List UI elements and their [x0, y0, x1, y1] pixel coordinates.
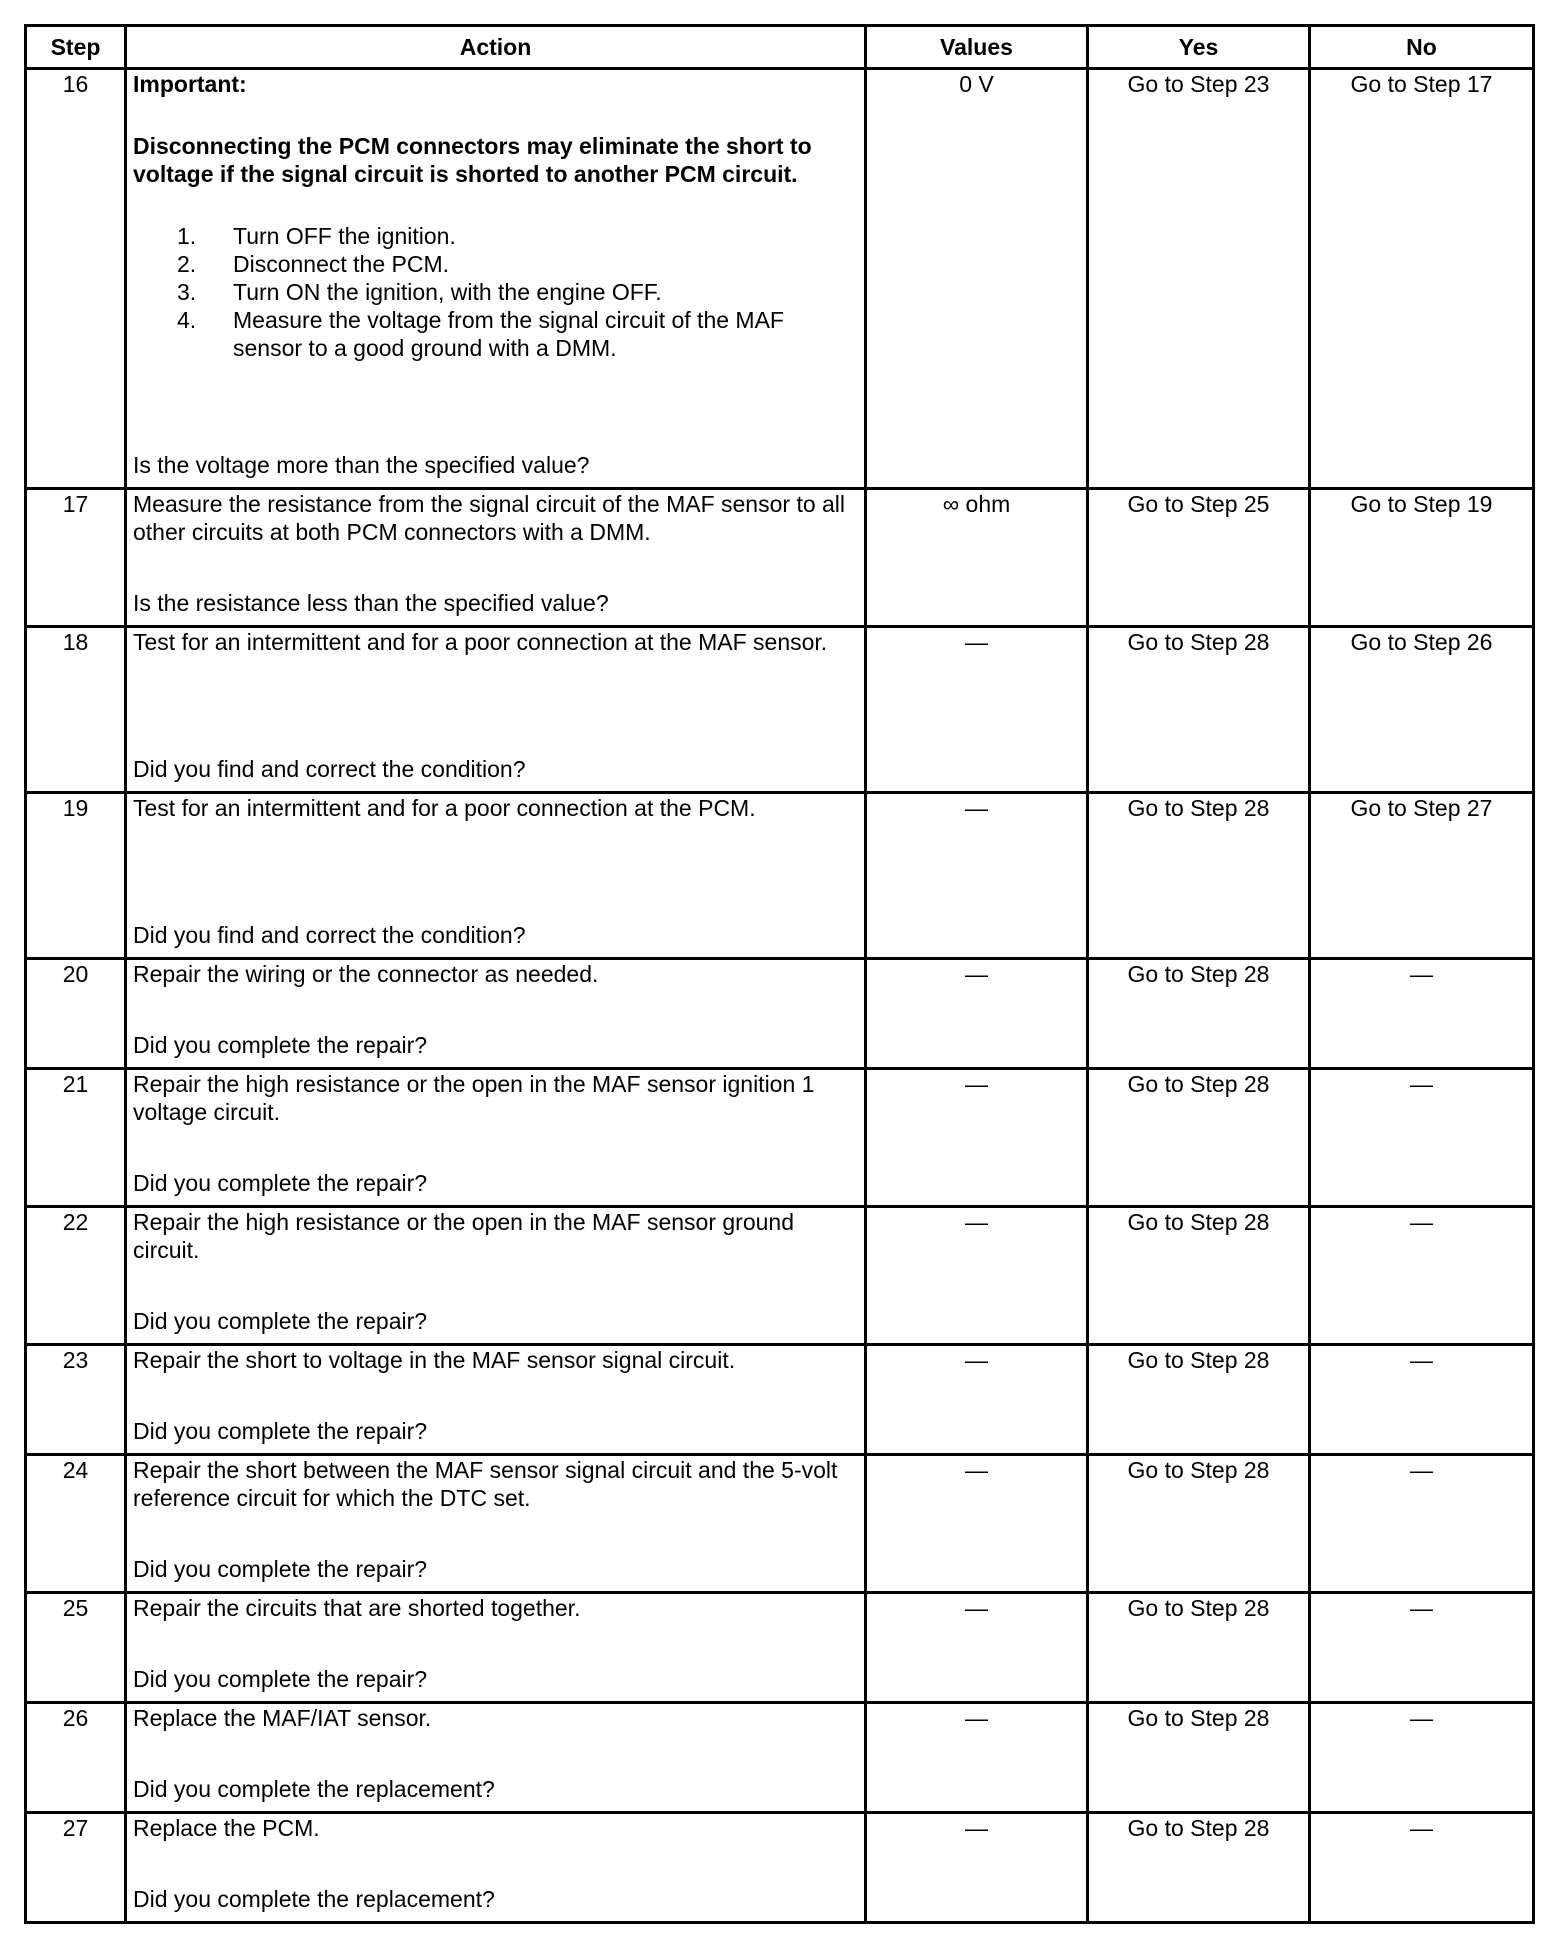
no-cell: — [1310, 1703, 1534, 1813]
action-cell [126, 1455, 866, 1593]
step-number: 21 [26, 1069, 126, 1207]
header-action: Action [126, 26, 866, 69]
yes-cell: Go to Step 28 [1088, 1703, 1310, 1813]
value-cell: — [866, 1207, 1088, 1345]
question-text: Did you complete the repair? [133, 1308, 428, 1334]
step-number: 25 [26, 1593, 126, 1703]
no-cell: — [1310, 1813, 1534, 1923]
action-text: Measure the resistance from the signal circuit of the MAF sensor to all other circuits at both PCM connectors with a DMM. [133, 491, 846, 545]
action-cell [126, 1345, 866, 1455]
table-row [26, 1813, 1534, 1923]
no-cell: — [1310, 1345, 1534, 1455]
step-number: 18 [26, 627, 126, 793]
yes-cell: Go to Step 28 [1088, 1345, 1310, 1455]
no-cell: — [1310, 1069, 1534, 1207]
no-cell: — [1310, 1207, 1534, 1345]
question-text: Did you complete the repair? [133, 1032, 428, 1058]
diagnostic-table [24, 24, 1535, 1924]
action-cell [126, 1593, 866, 1703]
action-text: Repair the short to voltage in the MAF sensor signal circuit. [133, 1347, 736, 1373]
substep-text: Measure the voltage from the signal circuit of the MAF sensor to a good ground with a DMM. [233, 307, 784, 361]
header-no: No [1310, 26, 1534, 69]
step-number: 27 [26, 1813, 126, 1923]
no-cell: Go to Step 27 [1310, 793, 1534, 959]
yes-cell: Go to Step 28 [1088, 1455, 1310, 1593]
question-text: Did you find and correct the condition? [133, 756, 526, 782]
table-row [26, 1703, 1534, 1813]
table-row [26, 1593, 1534, 1703]
table-row [26, 793, 1534, 959]
value-cell: — [866, 627, 1088, 793]
yes-cell: Go to Step 28 [1088, 1069, 1310, 1207]
value-cell: — [866, 959, 1088, 1069]
yes-cell: Go to Step 28 [1088, 1207, 1310, 1345]
action-text: Replace the PCM. [133, 1815, 320, 1841]
table-row [26, 1345, 1534, 1455]
table-row [26, 69, 1534, 489]
yes-cell: Go to Step 28 [1088, 959, 1310, 1069]
action-text: Repair the high resistance or the open in the MAF sensor ignition 1 voltage circuit. [133, 1071, 815, 1125]
question-text: Did you complete the replacement? [133, 1886, 495, 1912]
table-row [26, 627, 1534, 793]
no-cell: Go to Step 17 [1310, 69, 1534, 489]
action-text: Repair the short between the MAF sensor signal circuit and the 5-volt reference circuit for which the DTC set. [133, 1457, 838, 1511]
action-cell [126, 489, 866, 627]
step-number: 26 [26, 1703, 126, 1813]
no-cell: — [1310, 1593, 1534, 1703]
value-cell: — [866, 1455, 1088, 1593]
action-cell [126, 1069, 866, 1207]
step-number: 19 [26, 793, 126, 959]
yes-cell: Go to Step 28 [1088, 627, 1310, 793]
action-cell [126, 1813, 866, 1923]
value-cell: — [866, 1345, 1088, 1455]
list-item [177, 250, 858, 278]
list-item [177, 222, 858, 250]
value-cell: — [866, 1069, 1088, 1207]
action-cell [126, 959, 866, 1069]
question-text: Is the resistance less than the specified value? [133, 590, 609, 616]
action-text: Test for an intermittent and for a poor connection at the MAF sensor. [133, 629, 828, 655]
table-row [26, 959, 1534, 1069]
question-text: Is the voltage more than the specified value? [133, 452, 590, 478]
step-number: 17 [26, 489, 126, 627]
value-cell: — [866, 1703, 1088, 1813]
header-row [26, 26, 1534, 69]
list-item [177, 278, 858, 306]
action-text: Repair the circuits that are shorted together. [133, 1595, 581, 1621]
no-cell: — [1310, 1455, 1534, 1593]
substep-text: Turn ON the ignition, with the engine OFF. [233, 279, 662, 305]
action-text: Repair the wiring or the connector as needed. [133, 961, 599, 987]
action-text: Test for an intermittent and for a poor connection at the PCM. [133, 795, 756, 821]
header-values: Values [866, 26, 1088, 69]
substep-text: Disconnect the PCM. [233, 251, 450, 277]
table-row [26, 1207, 1534, 1345]
action-cell [126, 627, 866, 793]
table-row [26, 1455, 1534, 1593]
question-text: Did you complete the repair? [133, 1666, 428, 1692]
substep-text: Turn OFF the ignition. [233, 223, 456, 249]
question-text: Did you complete the repair? [133, 1556, 428, 1582]
substep-number: 1. [177, 223, 197, 249]
step-number: 20 [26, 959, 126, 1069]
value-cell: ∞ ohm [866, 489, 1088, 627]
important-label: Important: [133, 71, 247, 97]
value-cell: — [866, 1593, 1088, 1703]
substep-list [133, 222, 858, 362]
value-cell: — [866, 1813, 1088, 1923]
yes-cell: Go to Step 28 [1088, 1813, 1310, 1923]
yes-cell: Go to Step 28 [1088, 793, 1310, 959]
header-yes: Yes [1088, 26, 1310, 69]
yes-cell: Go to Step 25 [1088, 489, 1310, 627]
question-text: Did you find and correct the condition? [133, 922, 526, 948]
list-item [177, 306, 858, 362]
action-text: Repair the high resistance or the open in the MAF sensor ground circuit. [133, 1209, 794, 1263]
action-cell [126, 1207, 866, 1345]
yes-cell: Go to Step 28 [1088, 1593, 1310, 1703]
action-cell [126, 793, 866, 959]
substep-number: 2. [177, 251, 197, 277]
step-number: 16 [26, 69, 126, 489]
question-text: Did you complete the repair? [133, 1418, 428, 1444]
question-text: Did you complete the repair? [133, 1170, 428, 1196]
value-cell: — [866, 793, 1088, 959]
substep-number: 4. [177, 307, 197, 333]
no-cell: Go to Step 26 [1310, 627, 1534, 793]
table-row [26, 489, 1534, 627]
no-cell: Go to Step 19 [1310, 489, 1534, 627]
action-cell [126, 69, 866, 489]
no-cell: — [1310, 959, 1534, 1069]
question-text: Did you complete the replacement? [133, 1776, 495, 1802]
header-step: Step [26, 26, 126, 69]
yes-cell: Go to Step 23 [1088, 69, 1310, 489]
action-text: Replace the MAF/IAT sensor. [133, 1705, 432, 1731]
action-cell [126, 1703, 866, 1813]
step-number: 22 [26, 1207, 126, 1345]
important-text: Disconnecting the PCM connectors may eliminate the short to voltage if the signal circuit is shorted to another PCM circuit. [133, 133, 812, 187]
step-number: 23 [26, 1345, 126, 1455]
value-cell: 0 V [866, 69, 1088, 489]
step-number: 24 [26, 1455, 126, 1593]
table-row [26, 1069, 1534, 1207]
substep-number: 3. [177, 279, 197, 305]
